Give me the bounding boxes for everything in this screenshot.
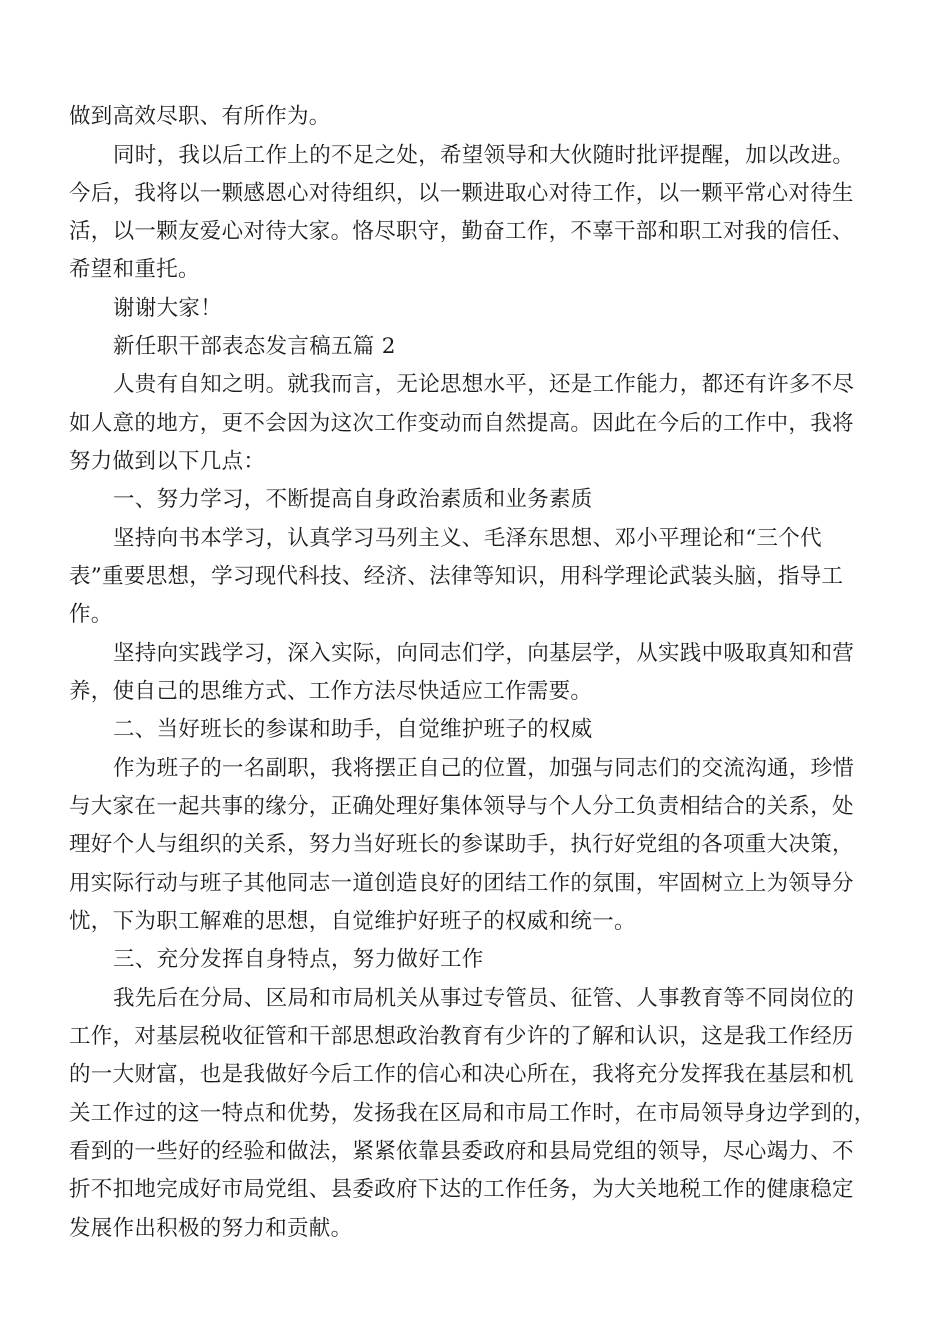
text-line: 发展作出积极的努力和贡献。 <box>69 1216 353 1241</box>
subheading: 二、当好班长的参谋和助手，自觉维护班子的权威 <box>113 717 593 742</box>
text-line: 看到的一些好的经验和做法，紧紧依靠县委政府和县局党组的领导，尽心竭力、不 <box>69 1139 854 1164</box>
text-line: 希望和重托。 <box>69 257 200 282</box>
text-line: 理好个人与组织的关系，努力当好班长的参谋助手，执行好党组的各项重大决策， <box>69 832 854 857</box>
section-title: 新任职干部表态发言稿五篇 2 <box>113 334 396 359</box>
text-line: 努力做到以下几点： <box>69 449 266 474</box>
text-line: 用实际行动与班子其他同志一道创造良好的团结工作的氛围，牢固树立上为领导分 <box>69 871 854 896</box>
text-line: 与大家在一起共事的缘分，正确处理好集体领导与个人分工负责相结合的关系，处 <box>69 794 854 819</box>
text-line: 作。 <box>69 602 113 627</box>
text-line: 关工作过的这一特点和优势，发扬我在区局和市局工作时，在市局领导身边学到的， <box>69 1101 876 1126</box>
text-line: 工作，对基层税收征管和干部思想政治教育有少许的了解和认识，这是我工作经历 <box>69 1024 854 1049</box>
text-line: 活，以一颗友爱心对待大家。恪尽职守，勤奋工作，不辜干部和职工对我的信任、 <box>69 219 854 244</box>
subheading: 三、充分发挥自身特点，努力做好工作 <box>113 947 484 972</box>
text-line: 坚持向书本学习，认真学习马列主义、毛泽东思想、邓小平理论和“三个代 <box>113 526 822 551</box>
text-line: 谢谢大家！ <box>113 296 223 321</box>
text-line: 作为班子的一名副职，我将摆正自己的位置，加强与同志们的交流沟通，珍惜 <box>113 756 855 781</box>
text-line: 我先后在分局、区局和市局机关从事过专管员、征管、人事教育等不同岗位的 <box>113 986 855 1011</box>
text-line: 养，使自己的思维方式、工作方法尽快适应工作需要。 <box>69 679 593 704</box>
text-line: 坚持向实践学习，深入实际，向同志们学，向基层学，从实践中吸取真知和营 <box>113 641 855 666</box>
text-line: 的一大财富，也是我做好今后工作的信心和决心所在，我将充分发挥我在基层和机 <box>69 1062 854 1087</box>
text-line: 同时，我以后工作上的不足之处，希望领导和大伙随时批评提醒，加以改进。 <box>113 143 855 168</box>
text-line: 折不扣地完成好市局党组、县委政府下达的工作任务，为大关地税工作的健康稳定 <box>69 1177 854 1202</box>
text-line: 今后，我将以一颗感恩心对待组织，以一颗进取心对待工作，以一颗平常心对待生 <box>69 181 854 206</box>
subheading: 一、努力学习，不断提高自身政治素质和业务素质 <box>113 487 593 512</box>
text-line: 表”重要思想，学习现代科技、经济、法律等知识，用科学理论武装头脑，指导工 <box>69 564 844 589</box>
text-line: 如人意的地方，更不会因为这次工作变动而自然提高。因此在今后的工作中，我将 <box>69 411 854 436</box>
text-line: 做到高效尽职、有所作为。 <box>69 104 331 129</box>
text-line: 忧，下为职工解难的思想，自觉维护好班子的权威和统一。 <box>69 909 636 934</box>
text-line: 人贵有自知之明。就我而言，无论思想水平，还是工作能力，都还有许多不尽 <box>113 372 855 397</box>
